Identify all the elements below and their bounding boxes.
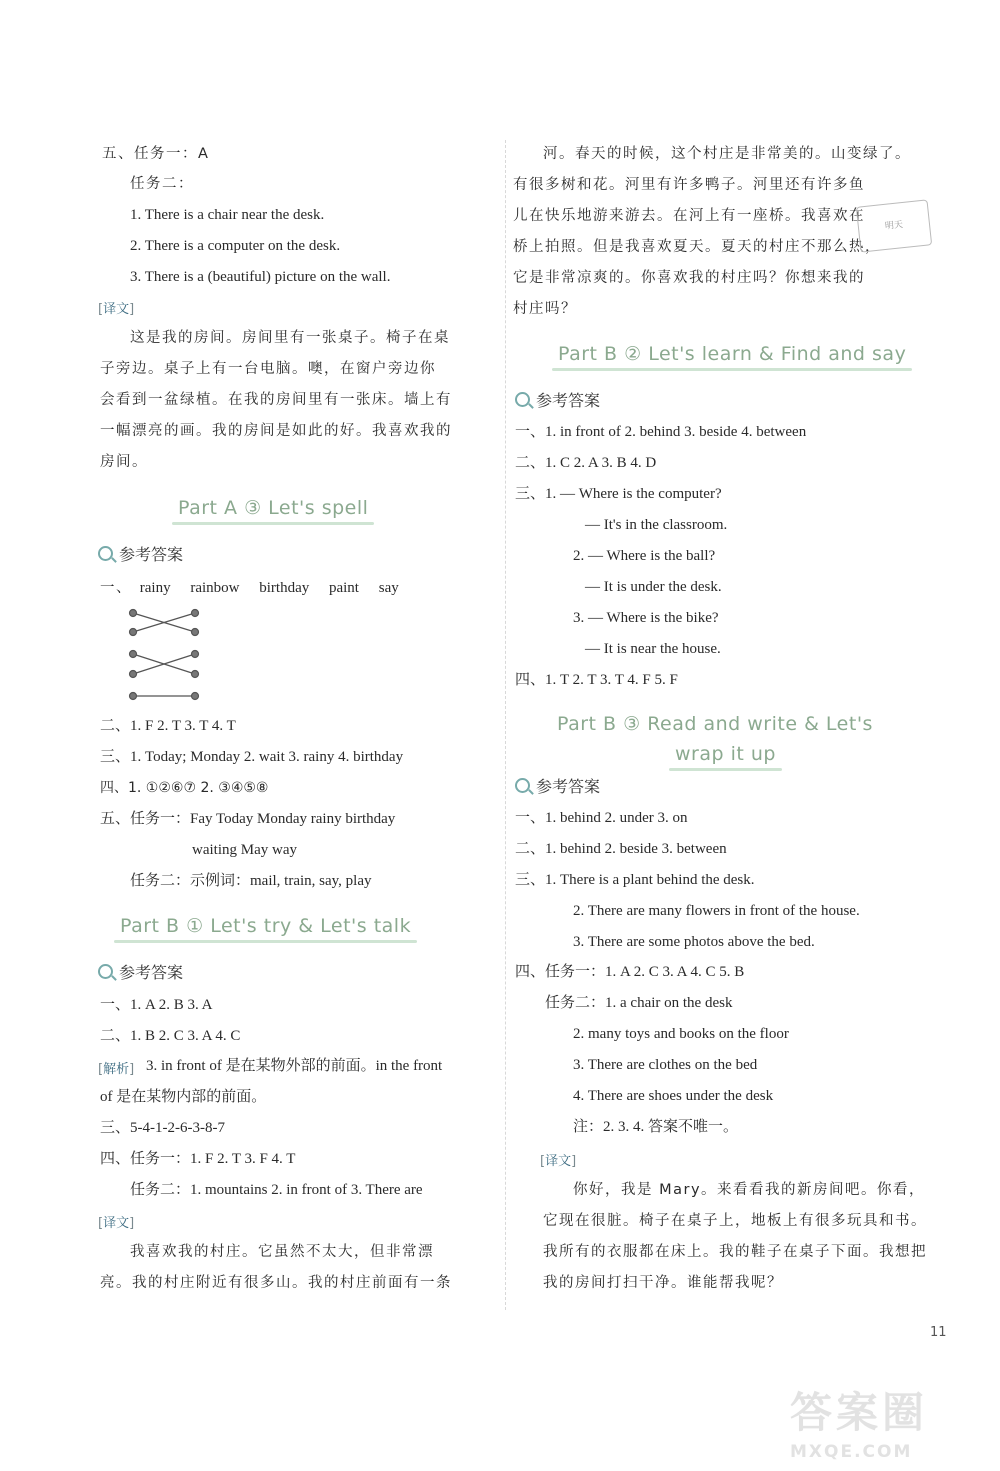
section-heading-part-b3-cont: wrap it up	[675, 743, 776, 765]
answer-line: 一、1. in front of 2. behind 3. beside 4. between	[515, 424, 807, 440]
translation-line: 我的房间打扫干净。谁能帮我呢？	[543, 1275, 783, 1291]
answer-line: 2. There is a computer on the desk.	[130, 238, 341, 254]
analysis-tag: [解析]	[98, 1062, 135, 1077]
answer-line: 2. There are many flowers in front of the house.	[573, 903, 860, 919]
translation-line: 会看到一盆绿植。在我的房间里有一张床。墙上有	[100, 392, 452, 408]
answer-line: — It is near the house.	[585, 641, 721, 657]
answer-line: 四、任务一：1. F 2. T 3. F 4. T	[100, 1151, 296, 1167]
answer-line: 五、任务一：A	[102, 146, 210, 162]
answer-heading: 参考答案	[98, 960, 183, 983]
analysis-line: 3. in front of 是在某物外部的前面。in the front	[146, 1058, 443, 1074]
answer-line: 四、1. ①②⑥⑦ 2. ③④⑤⑧	[100, 780, 269, 796]
answer-line: 3. There are some photos above the bed.	[573, 934, 815, 950]
column-divider	[505, 140, 506, 1310]
watermark-logo: 答案圈 MXQE.COM	[790, 1388, 929, 1462]
section-heading-part-b1: Part B ① Let's try & Let's talk	[120, 915, 411, 937]
translation-line: 它是非常凉爽的。你喜欢我的村庄吗？你想来我的	[513, 270, 865, 286]
answer-line: 三、1. There is a plant behind the desk.	[515, 872, 755, 888]
answer-line: 二、1. behind 2. beside 3. between	[515, 841, 727, 857]
answer-line: 3. — Where is the bike?	[573, 610, 719, 626]
answer-line: 4. There are shoes under the desk	[573, 1088, 774, 1104]
answer-line: 四、任务一：1. A 2. C 3. A 4. C 5. B	[515, 964, 745, 980]
answer-line: 任务二：	[130, 176, 194, 192]
answer-line: 2. — Where is the ball?	[573, 548, 716, 564]
answer-heading: 参考答案	[98, 542, 183, 565]
answer-line: 一、1. A 2. B 3. A	[100, 997, 213, 1013]
translation-line: 我所有的衣服都在床上。我的鞋子在桌子下面。我想把	[543, 1244, 927, 1260]
answer-line: 三、5-4-1-2-6-3-8-7	[100, 1120, 225, 1136]
answer-line: 3. There are clothes on the bed	[573, 1057, 758, 1073]
word-paint: paint	[328, 580, 359, 596]
answer-line: — It is under the desk.	[585, 579, 722, 595]
word-list: 一、 rainy rainbow birthday paint say	[100, 580, 399, 596]
answer-line: 任务二：1. a chair on the desk	[545, 995, 733, 1011]
translation-line: 亮。我的村庄附近有很多山。我的村庄前面有一条	[100, 1275, 452, 1291]
answer-line: 二、1. B 2. C 3. A 4. C	[100, 1028, 241, 1044]
translation-line: 子旁边。桌子上有一台电脑。噢，在窗户旁边你	[100, 361, 436, 377]
translation-line: 你好，我是 Mary。来看看我的新房间吧。你看，	[573, 1182, 926, 1198]
analysis-line: of 是在某物内部的前面。	[100, 1089, 267, 1105]
answer-line: — It's in the classroom.	[585, 517, 728, 533]
translation-line: 有很多树和花。河里有许多鸭子。河里还有许多鱼	[513, 177, 865, 193]
word-rainbow: rainbow	[190, 580, 240, 596]
translation-tag: [译文]	[98, 302, 135, 317]
translation-line: 河。春天的时候，这个村庄是非常美的。山变绿了。	[543, 146, 911, 162]
answer-line: 1. There is a chair near the desk.	[130, 207, 325, 223]
answer-line: 三、1. — Where is the computer?	[515, 486, 722, 502]
answer-line: 二、1. C 2. A 3. B 4. D	[515, 455, 657, 471]
ink-stamp: 明天	[856, 199, 932, 252]
answer-line: 二、1. F 2. T 3. T 4. T	[100, 718, 236, 734]
translation-line: 桥上拍照。但是我喜欢夏天。夏天的村庄不那么热，	[513, 239, 881, 255]
answer-heading: 参考答案	[515, 388, 600, 411]
matching-diagram	[125, 605, 205, 705]
answer-line: 任务二：1. mountains 2. in front of 3. There are	[130, 1182, 423, 1198]
magnifier-icon	[98, 546, 113, 561]
answer-line: 五、任务一：Fay Today Monday rainy birthday	[100, 811, 396, 827]
translation-line: 它现在很脏。椅子在桌子上，地板上有很多玩具和书。	[543, 1213, 927, 1229]
section-heading-lets-spell: Part A ③ Let's spell	[178, 497, 368, 519]
answer-line: 一、1. behind 2. under 3. on	[515, 810, 688, 826]
translation-line: 我喜欢我的村庄。它虽然不太大，但非常漂	[130, 1244, 434, 1260]
translation-tag: [译文]	[540, 1154, 577, 1169]
magnifier-icon	[98, 964, 113, 979]
magnifier-icon	[515, 392, 530, 407]
translation-line: 一幅漂亮的画。我的房间是如此的好。我喜欢我的	[100, 423, 452, 439]
word-say: say	[378, 580, 399, 596]
answer-line: 3. There is a (beautiful) picture on the wall.	[130, 269, 391, 285]
answer-line: 四、1. T 2. T 3. T 4. F 5. F	[515, 672, 678, 688]
answer-heading: 参考答案	[515, 774, 600, 797]
note-line: 注：2. 3. 4. 答案不唯一。	[573, 1119, 739, 1135]
word-birthday: birthday	[259, 580, 310, 596]
answer-line: 三、1. Today; Monday 2. wait 3. rainy 4. birthday	[100, 749, 404, 765]
translation-line: 这是我的房间。房间里有一张桌子。椅子在桌	[130, 330, 450, 346]
translation-tag: [译文]	[98, 1216, 135, 1231]
section-heading-part-b2: Part B ② Let's learn & Find and say	[558, 343, 906, 365]
translation-line: 房间。	[100, 454, 148, 470]
section-heading-part-b3: Part B ③ Read and write & Let's	[557, 713, 873, 735]
magnifier-icon	[515, 778, 530, 793]
translation-line: 村庄吗？	[513, 301, 577, 317]
answer-line: 任务二：示例词：mail, train, say, play	[130, 873, 372, 889]
answer-line: 2. many toys and books on the floor	[573, 1026, 789, 1042]
answer-line: waiting May way	[192, 842, 297, 858]
translation-line: 儿在快乐地游来游去。在河上有一座桥。我喜欢在	[513, 208, 865, 224]
page-number: 11	[930, 1325, 947, 1340]
word-rainy: rainy	[139, 580, 171, 596]
